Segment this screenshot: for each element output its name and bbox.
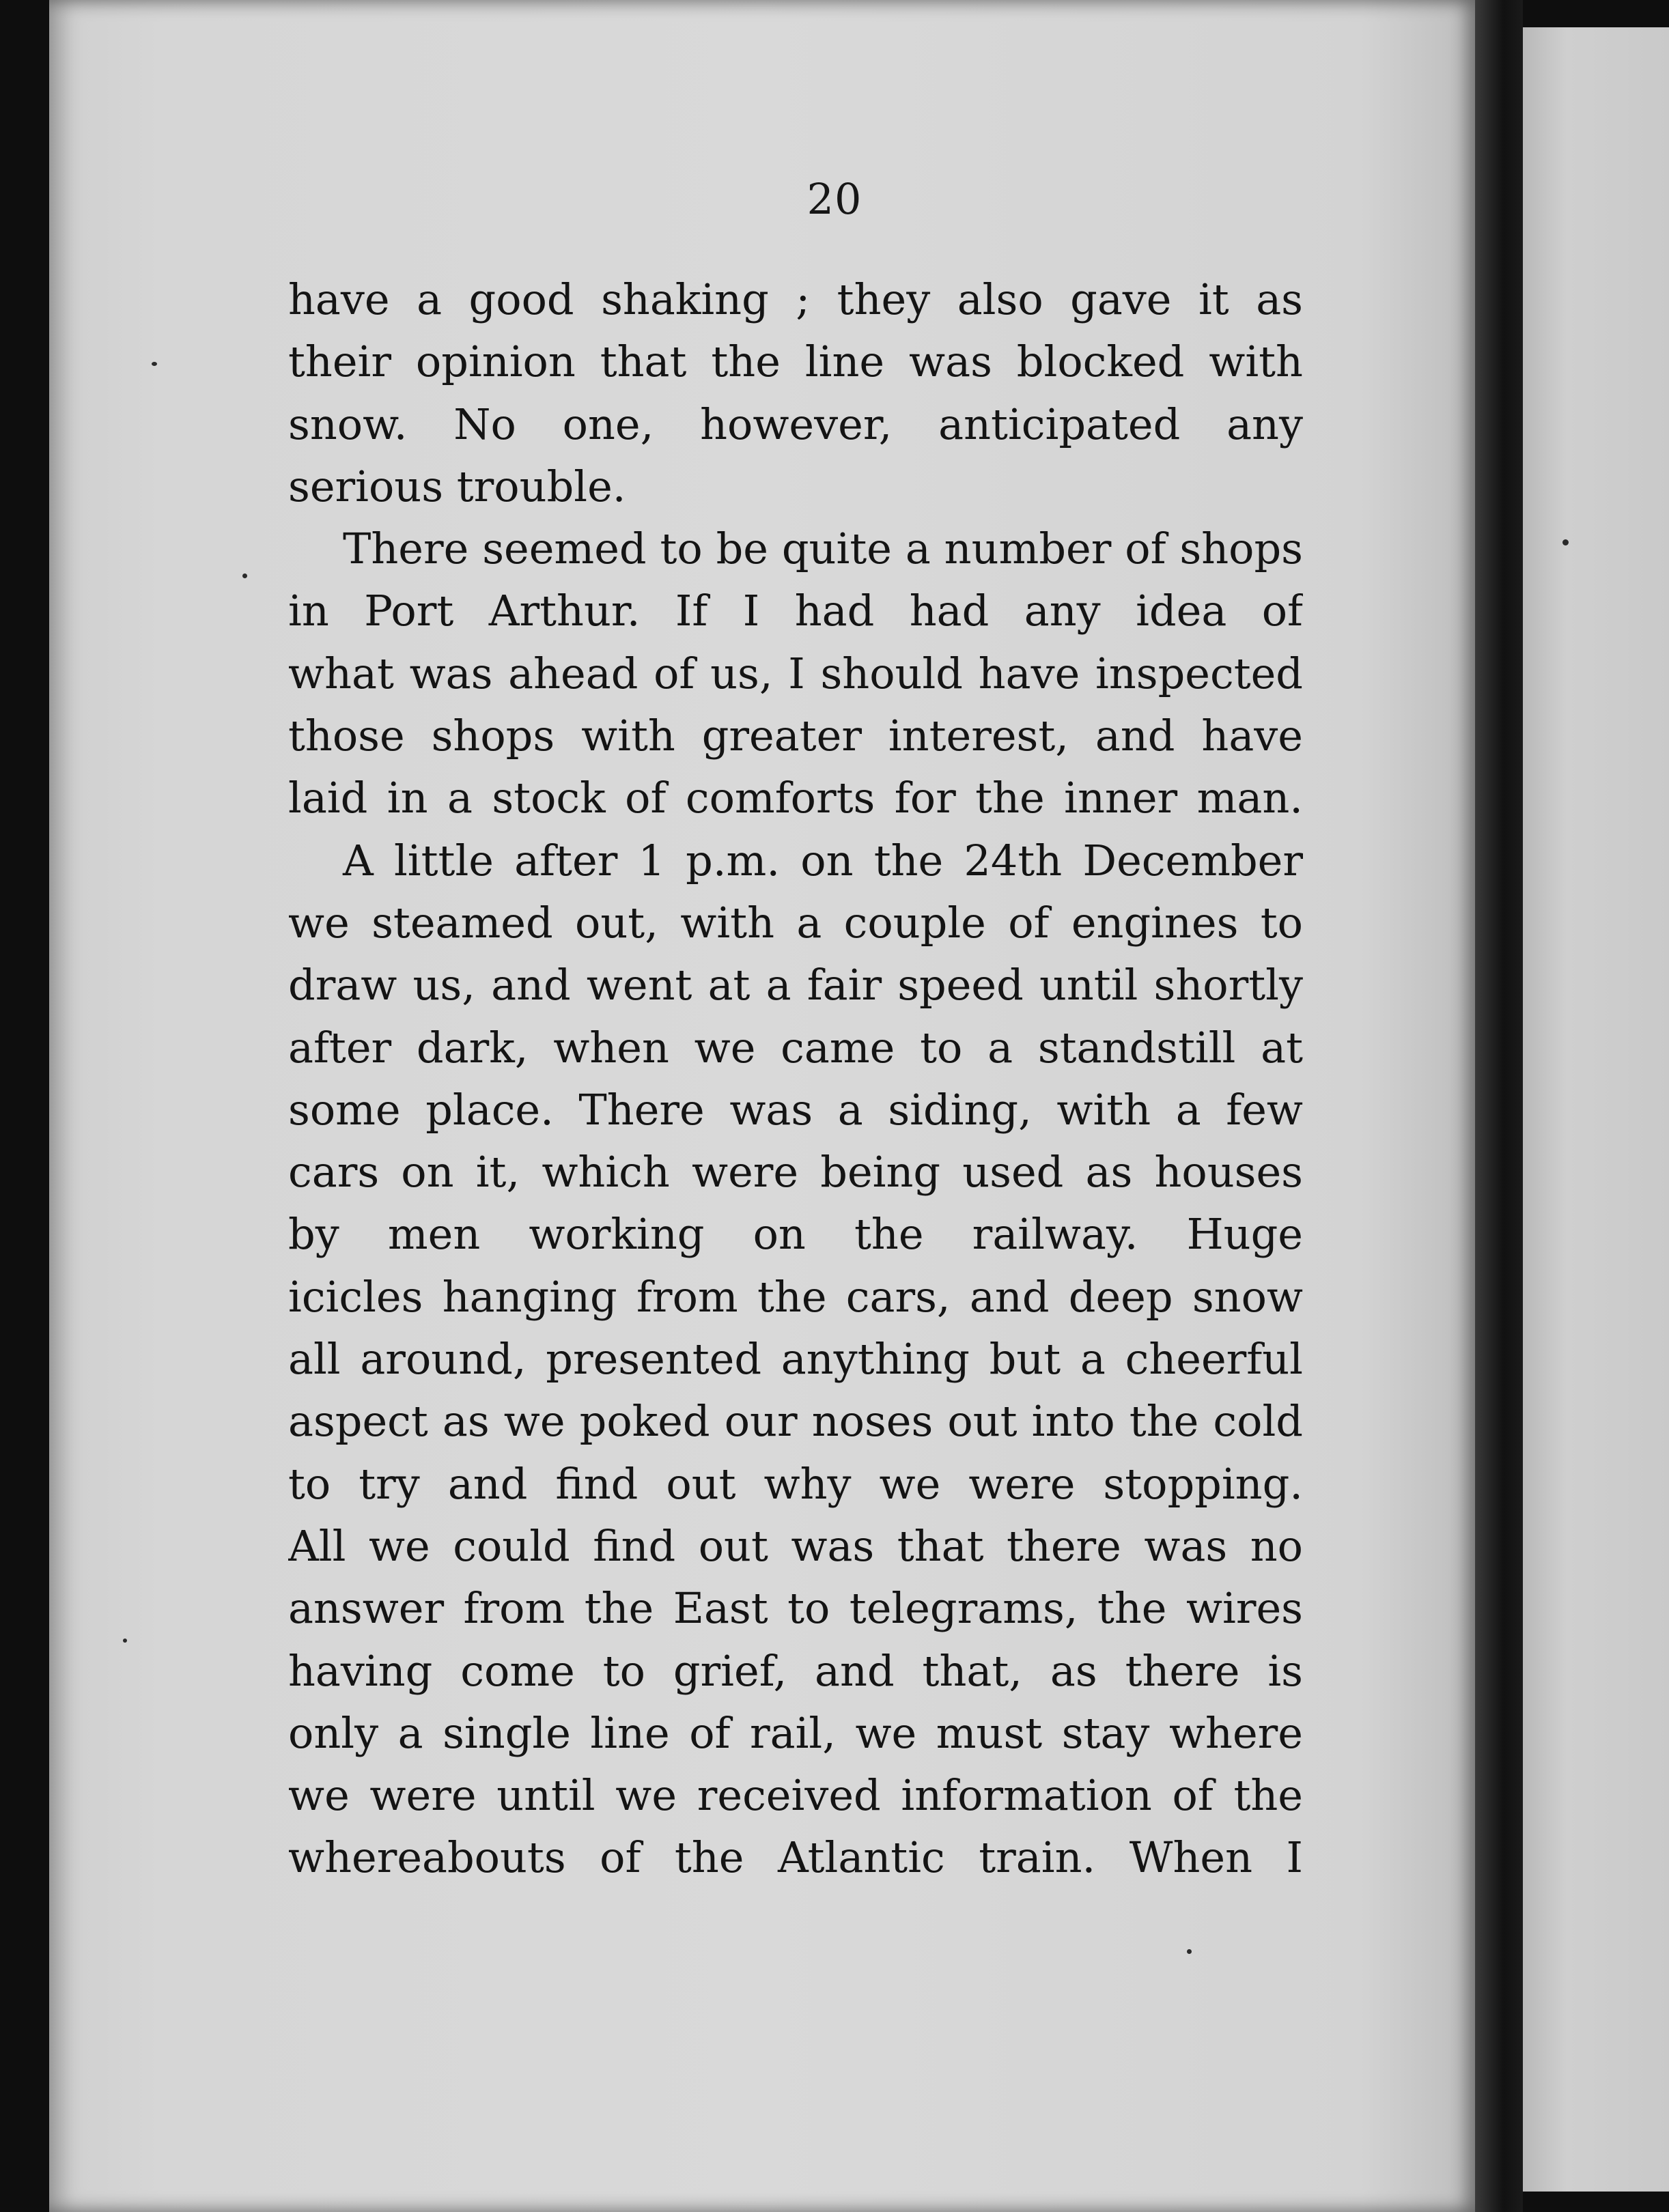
text-line: we were until we received information of the [288,1770,1303,1821]
text-line: icicles hanging from the cars, and deep snow [288,1271,1303,1322]
text-line: A little after 1 p.m. on the 24th December [343,835,1303,885]
text-line: have a good shaking ; they also gave it as [288,274,1303,324]
text-line: laid in a stock of comforts for the inner man. [288,773,1303,823]
text-line: snow. No one, however, anticipated any [288,399,1303,449]
text-line: what was ahead of us, I should have inspected [288,648,1303,698]
text-line: those shops with greater interest, and have [288,711,1303,761]
scan-speck [123,1639,127,1643]
text-line: in Port Arthur. If I had had any idea of [288,586,1303,636]
text-line: having come to grief, and that, as there is [288,1645,1303,1696]
text-line: some place. There was a siding, with a few [288,1084,1303,1135]
text-line: to try and find out why we were stopping. [288,1458,1303,1509]
text-line: draw us, and went at a fair speed until shortly [288,960,1303,1010]
text-line: by men working on the railway. Huge [288,1209,1303,1260]
scan-speck [242,573,247,578]
adjacent-page-edge [1523,27,1669,2192]
text-line: all around, presented anything but a cheerful [288,1334,1303,1385]
page-gutter-shadow [1475,0,1523,2212]
text-line: There seemed to be quite a number of shops [343,524,1303,574]
page-number: 20 [807,174,862,224]
text-line: All we could find out was that there was no [288,1520,1303,1571]
text-line: serious trouble. [288,461,626,511]
text-line: whereabouts of the Atlantic train. When I [288,1832,1303,1883]
text-line: their opinion that the line was blocked with [288,337,1303,387]
scan-speck [1187,1949,1192,1954]
text-line: we steamed out, with a couple of engines to [288,897,1303,948]
text-line: answer from the East to telegrams, the wires [288,1583,1303,1634]
text-line: after dark, when we came to a standstill at [288,1022,1303,1073]
scan-speck [1562,539,1569,545]
text-line: only a single line of rail, we must stay where [288,1707,1303,1758]
page-body-text [288,268,1303,1889]
text-line: aspect as we poked our noses out into the cold [288,1396,1303,1447]
scan-speck [152,362,157,366]
text-line: cars on it, which were being used as houses [288,1147,1303,1197]
